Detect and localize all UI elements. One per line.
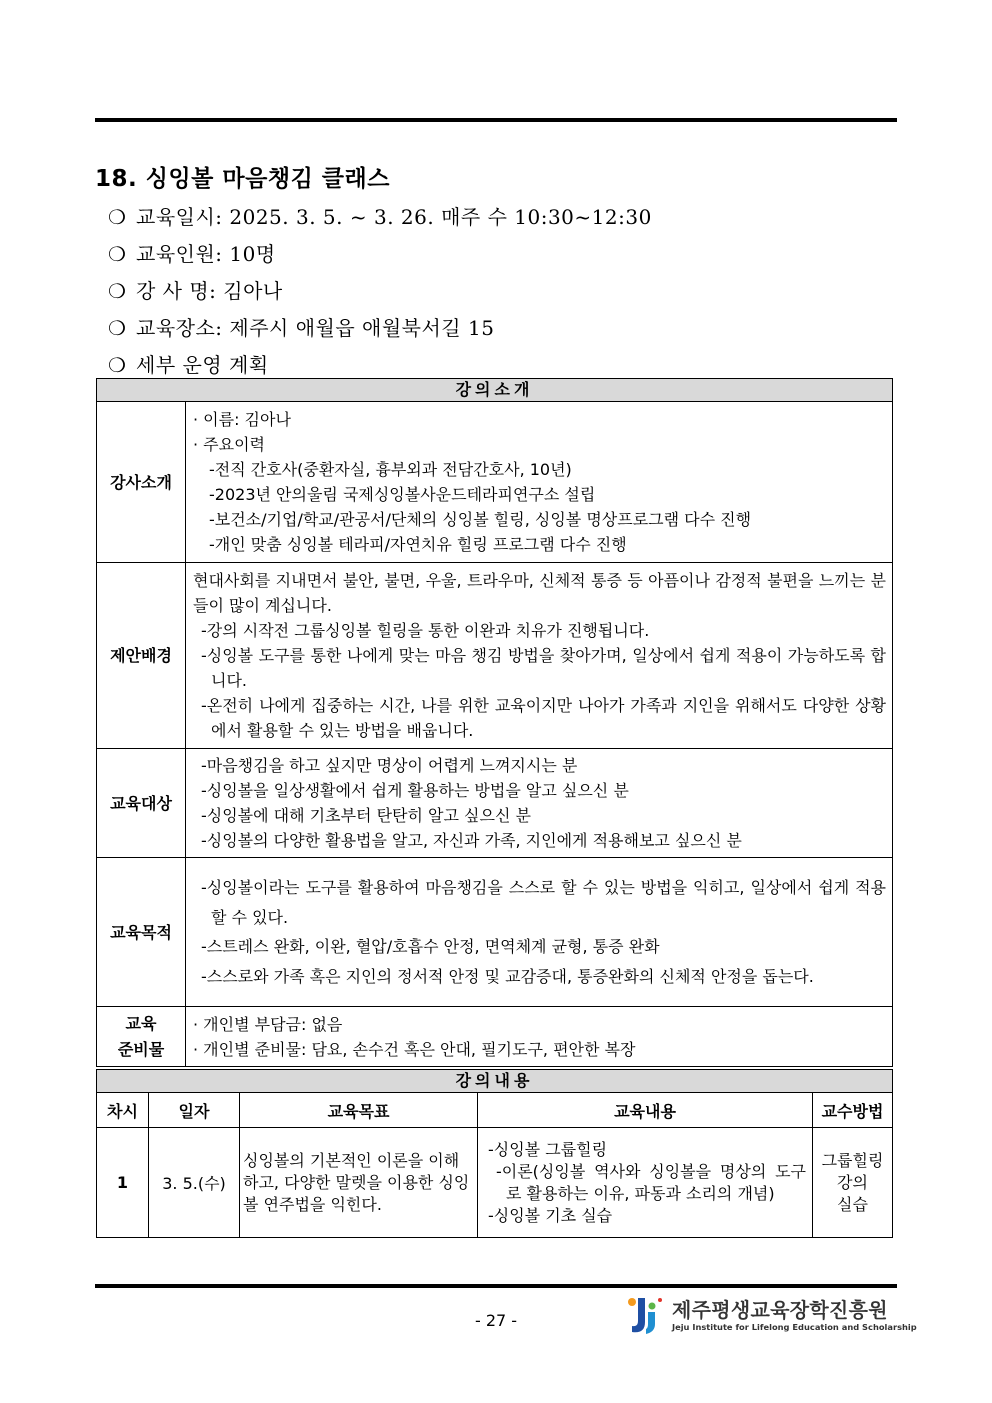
org-name: 제주평생교육장학진흥원 bbox=[672, 1298, 888, 1322]
supplies-content: · 개인별 부담금: 없음 · 개인별 준비물: 담요, 손수건 혹은 안대, 필기도구, 편안한 복장 bbox=[186, 1007, 893, 1067]
info-date: ❍ 교육일시: 2025. 3. 5. ~ 3. 26. 매주 수 10:30~12:30 bbox=[108, 205, 652, 229]
intro-header: 강의소개 bbox=[97, 379, 893, 402]
table-row bbox=[97, 1128, 893, 1238]
goal-content: -싱잉볼이라는 도구를 활용하여 마음챙김을 스스로 할 수 있는 방법을 익히고, 일상에서 쉽게 적용할 수 있다. -스트레스 완화, 이완, 혈압/호흡수 안정, 면역체계 균형, 통증 완화 -스스로와 가족 혹은 지인의 정서적 안정 및 교감증대, 통증완화의 신체적 안정을 돕는다. bbox=[186, 858, 893, 1007]
content-cell: -싱잉볼 그룹힐링 -이론(싱잉볼 역사와 싱잉볼을 명상의 도구로 활용하는 이유, 파동과 소리의 개념) -싱잉볼 기초 실습 bbox=[478, 1128, 813, 1238]
method-cell: 그룹힐링 강의 실습 bbox=[813, 1128, 893, 1238]
bullet-icon: ❍ bbox=[108, 205, 127, 229]
session-cell: 1 bbox=[97, 1128, 149, 1238]
target-content: -마음챙김을 하고 싶지만 명상이 어렵게 느껴지시는 분 -싱잉볼을 일상생활에서 쉽게 활용하는 방법을 알고 싶으신 분 -싱잉볼에 대해 기초부터 탄탄히 알고 싶으신 분 -싱잉볼의 다양한 활용법을 알고, 자신과 가족, 지인에게 적용해보고 싶으신 분 bbox=[186, 749, 893, 858]
background-label: 제안배경 bbox=[97, 563, 186, 749]
info-capacity: ❍ 교육인원: 10명 bbox=[108, 242, 276, 266]
top-rule bbox=[95, 118, 897, 122]
date-cell: 3. 5.(수) bbox=[149, 1128, 240, 1238]
org-logo bbox=[626, 1294, 917, 1338]
target-label: 교육대상 bbox=[97, 749, 186, 858]
col-method: 교수방법 bbox=[813, 1093, 893, 1128]
bullet-icon: ❍ bbox=[108, 242, 127, 266]
col-session: 차시 bbox=[97, 1093, 149, 1128]
content-header: 강의내용 bbox=[97, 1070, 893, 1093]
intro-table bbox=[96, 378, 893, 1067]
info-location: ❍ 교육장소: 제주시 애월읍 애월북서길 15 bbox=[108, 316, 495, 340]
info-instructor: ❍ 강 사 명: 김아나 bbox=[108, 279, 283, 303]
goal-label: 교육목적 bbox=[97, 858, 186, 1007]
supplies-label: 교육 준비물 bbox=[97, 1007, 186, 1067]
bottom-rule bbox=[95, 1284, 897, 1288]
col-content: 교육내용 bbox=[478, 1093, 813, 1128]
org-name-en: Jeju Institute for Lifelong Education and Scholarship bbox=[672, 1322, 917, 1332]
col-date: 일자 bbox=[149, 1093, 240, 1128]
instructor-content: · 이름: 김아나 · 주요이력 -전직 간호사(중환자실, 흉부외과 전담간호사, 10년) -2023년 안의울림 국제싱잉볼사운드테라피연구소 설립 -보건소/기업/학교/관공서/단체의 싱잉볼 힐링, 싱잉볼 명상프로그램 다수 진행 -개인 맞춤 싱잉볼 테라피/자연치유 힐링 프로그램 다수 진행 bbox=[186, 402, 893, 563]
content-table bbox=[96, 1069, 893, 1238]
page-number: - 27 - bbox=[474, 1311, 518, 1330]
bullet-icon: ❍ bbox=[108, 316, 127, 340]
bullet-icon: ❍ bbox=[108, 353, 127, 377]
section-title: 18. 싱잉볼 마음챙김 클래스 bbox=[95, 166, 390, 192]
goal-cell: 싱잉볼의 기본적인 이론을 이해하고, 다양한 말렛을 이용한 싱잉볼 연주법을 익힌다. bbox=[240, 1128, 478, 1238]
info-plan: ❍ 세부 운영 계획 bbox=[108, 353, 269, 377]
org-logo-icon bbox=[626, 1294, 666, 1338]
col-goal: 교육목표 bbox=[240, 1093, 478, 1128]
instructor-label: 강사소개 bbox=[97, 402, 186, 563]
bullet-icon: ❍ bbox=[108, 279, 127, 303]
background-content: 현대사회를 지내면서 불안, 불면, 우울, 트라우마, 신체적 통증 등 아픔이나 감정적 불편을 느끼는 분들이 많이 계십니다. -강의 시작전 그룹싱잉볼 힐링을 통한 이완과 치유가 진행됩니다. -싱잉볼 도구를 통한 나에게 맞는 마음 챙김 방법을 찾아가며, 일상에서 쉽게 적용이 가능하도록 합니다. -온전히 나에게 집중하는 시간, 나를 위한 교육이지만 나아가 가족과 지인을 위해서도 다양한 상황에서 활용할 수 있는 방법을 배웁니다. bbox=[186, 563, 893, 749]
